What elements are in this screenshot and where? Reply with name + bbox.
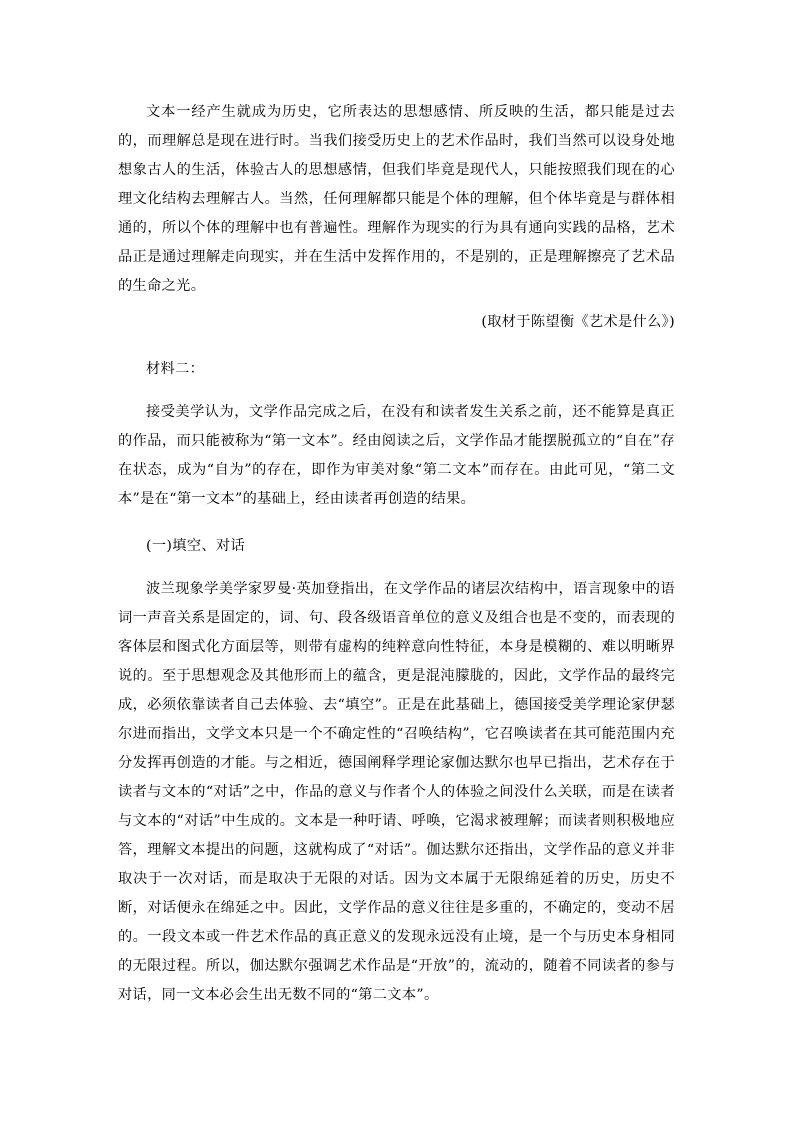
document-body	[118, 98, 675, 1010]
section-1-heading: (一)填空、对话	[146, 538, 245, 554]
paragraph-1: 文本一经产生就成为历史，它所表达的思想感情、所反映的生活，都只能是过去的，而理解总是现在进行时。当我们接受历史上的艺术作品时，我们当然可以设身处地想象古人的生活，体验古人的思想感情，但我们毕竟是现代人，只能按照我们现在的心理文化结构去理解古人。当然，任何理解都只能是个体的理解，但个体毕竟是与群体相通的，所以个体的理解中也有普遍性。理解作为现实的行为具有通向实践的品格，艺术品正是通过理解走向现实，并在生活中发挥作用的，不是别的，正是理解擦亮了艺术品的生命之光。	[118, 104, 675, 294]
paragraph-2: 接受美学认为，文学作品完成之后，在没有和读者发生关系之前，还不能算是真正的作品，而只能被称为“第一文本”。经由阅读之后，文学作品才能摆脱孤立的“自在”存在状态，成为“自为”的存在，即作为审美对象“第二文本”而存在。由此可见，“第二文本”是在“第一文本”的基础上，经由读者再创造的结果。	[118, 404, 675, 507]
material-2-label: 材料二：	[146, 361, 205, 377]
paragraph-3: 波兰现象学美学家罗曼·英加登指出，在文学作品的诸层次结构中，语言现象中的语词一声音关系是固定的，词、句、段各级语音单位的意义及组合也是不变的，而表现的客体层和图式化方面层等，则带有虚构的纯粹意向性特征，本身是模糊的、难以明晰界说的。至于思想观念及其他形而上的蕴含，更是混沌朦胧的，因此，文学作品的最终完成，必须依靠读者自己去体验、去“填空”。正是在此基础上，德国接受美学理论家伊瑟尔进而指出，文学文本只是一个不确定性的“召唤结构”，它召唤读者在其可能范围内充分发挥再创造的才能。与之相近，德国阐释学理论家伽达默尔也早已指出，艺术存在于读者与文本的“对话”之中，作品的意义与作者个人的体验之间没什么关联，而是在读者与文本的“对话”中生成的。文本是一种吁请、呼唤，它渴求被理解；而读者则积极地应答，理解文本提出的问题，这就构成了“对话”。伽达默尔还指出，文学作品的意义并非取决于一次对话，而是取决于无限的对话。因为文本属于无限绵延着的历史，历史不断，对话便永在绵延之中。因此，文学作品的意义往往是多重的，不确定的，变动不居的。一段文本或一件艺术作品的真正意义的发现永远没有止境，是一个与历史本身相同的无限过程。所以，伽达默尔强调艺术作品是“开放”的，流动的，随着不同读者的参与对话，同一文本必会生出无数不同的“第二文本”。	[118, 581, 675, 1003]
source-citation: (取材于陈望衡《艺术是什么》)	[481, 314, 675, 330]
